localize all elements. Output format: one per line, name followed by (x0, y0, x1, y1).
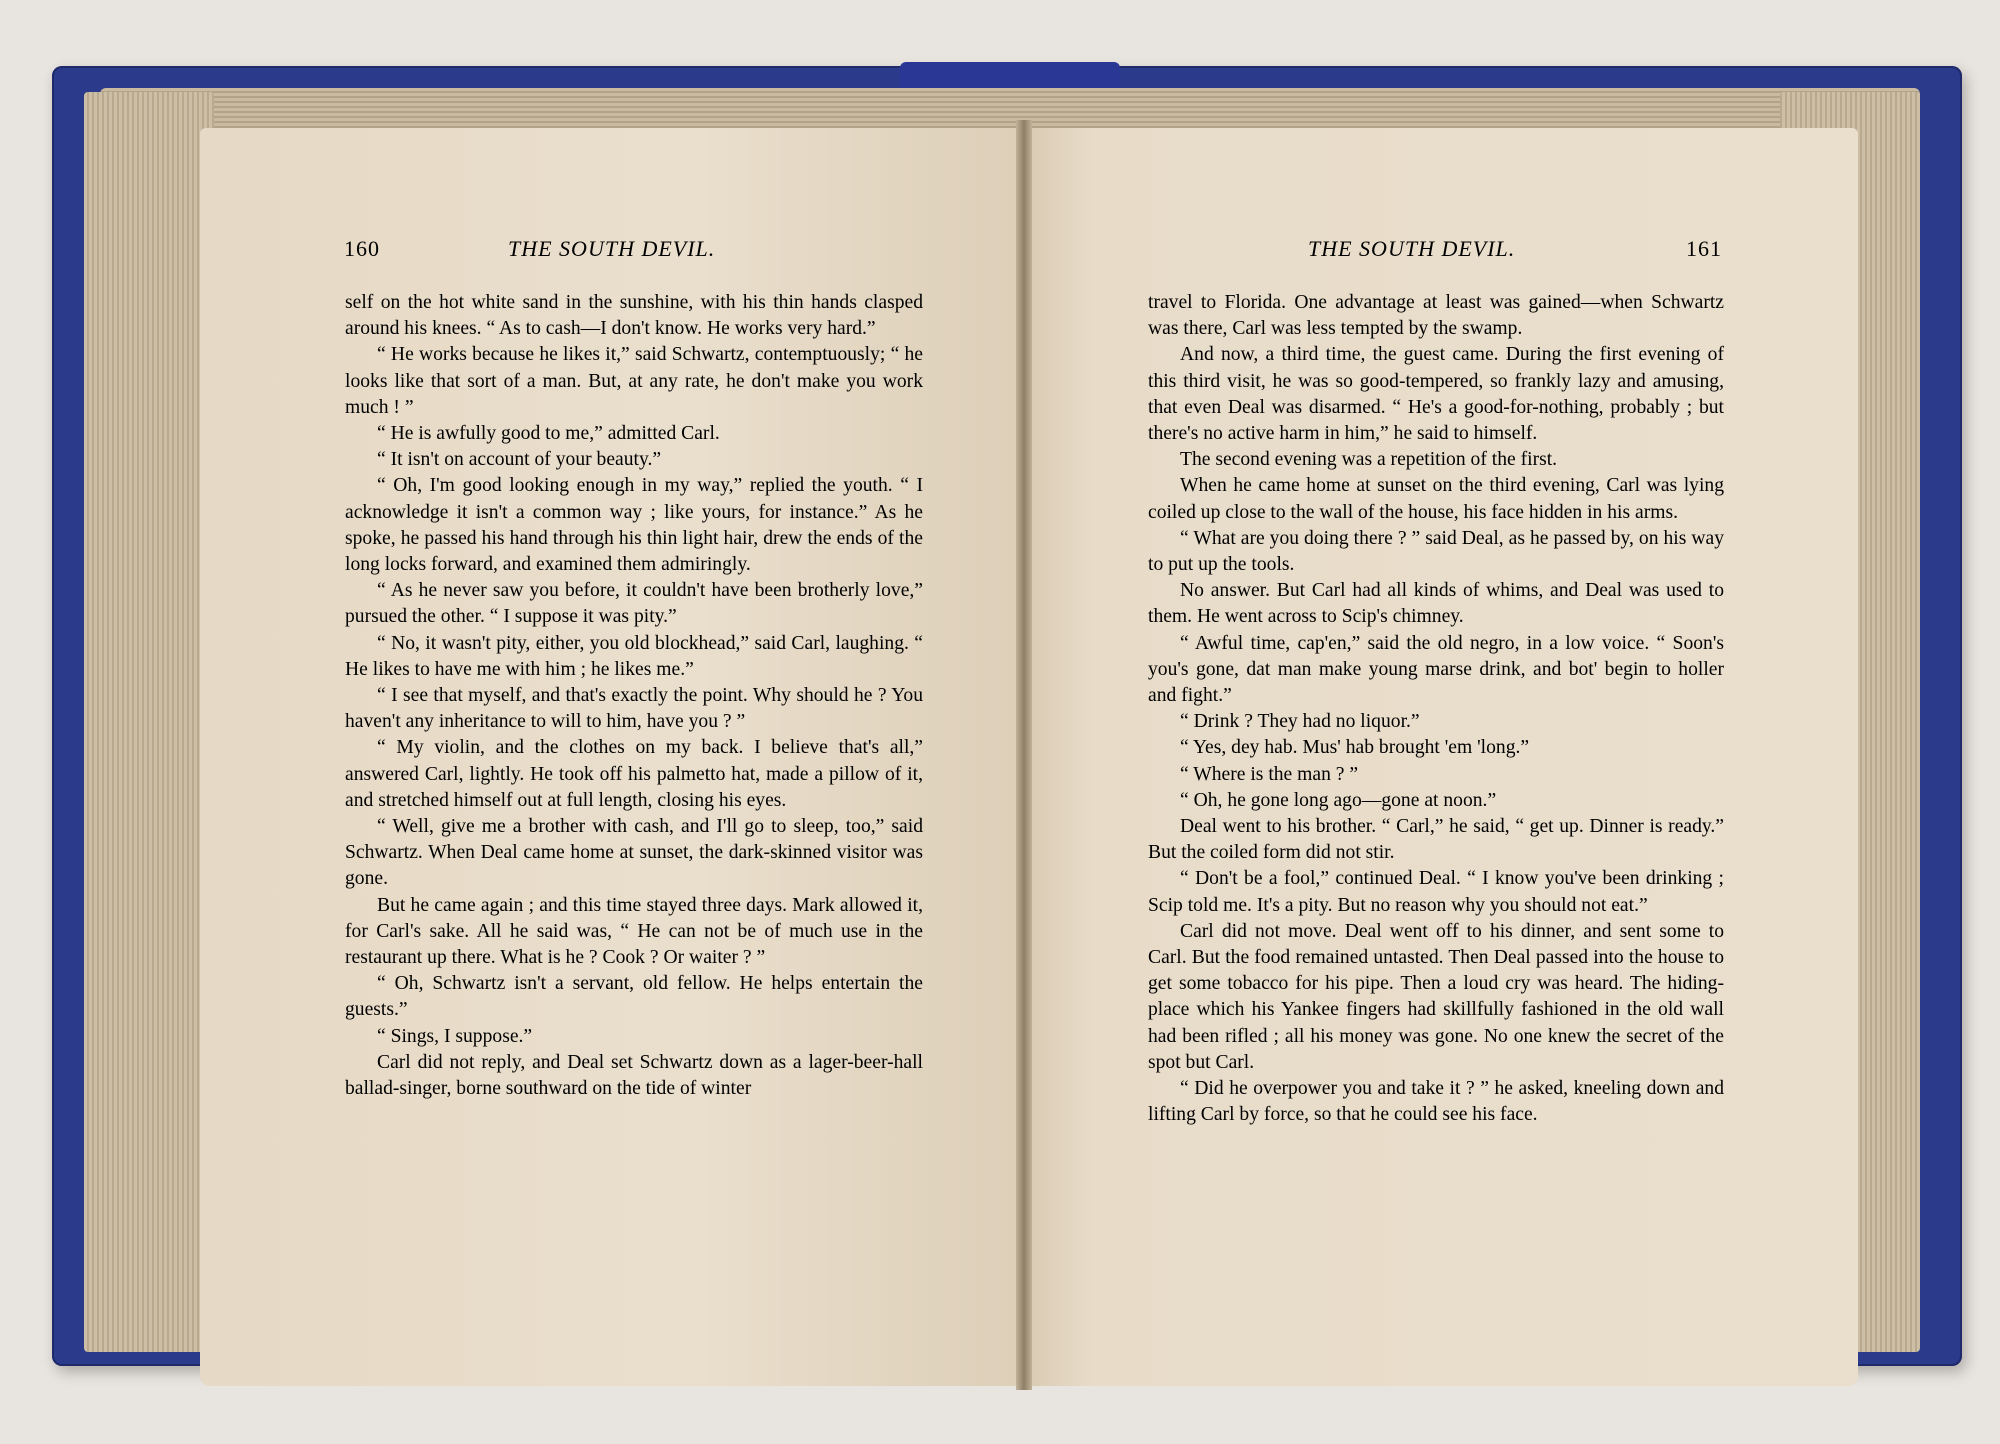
paragraph: When he came home at sunset on the third evening, Carl was lying coiled up close to the wall of the house, his face hidden in his arms. (1148, 475, 1724, 523)
paragraph: The second evening was a repetition of the first. (1180, 449, 1558, 471)
left-page-number: 160 (344, 236, 380, 261)
paragraph: “ Don't be a fool,” continued Deal. “ I know you've been drinking ; Scip told me. It's a pity. But no reason why you should not eat.” (1148, 868, 1724, 916)
page-edges-left (84, 92, 214, 1352)
paragraph: Deal went to his brother. “ Carl,” he said, “ get up. Dinner is ready.” But the coiled form did not stir. (1148, 816, 1724, 864)
paragraph: “ He works because he likes it,” said Schwartz, contemptuously; “ he looks like that sort of a man. But, at any rate, he don't make you work much ! ” (345, 344, 923, 418)
paragraph: self on the hot white sand in the sunshine, with his thin hands clasped around his knees. “ As to cash—I don't know. He works very hard.” (345, 292, 923, 340)
paragraph: “ No, it wasn't pity, either, you old blockhead,” said Carl, laughing. “ He likes to have me with him ; he likes me.” (345, 632, 923, 680)
paragraph: “ Yes, dey hab. Mus' hab brought 'em 'long.” (1180, 737, 1530, 759)
paragraph: “ Did he overpower you and take it ? ” he asked, kneeling down and lifting Carl by force, so that he could see his face. (1148, 1078, 1724, 1126)
paragraph: “ He is awfully good to me,” admitted Carl. (377, 423, 720, 445)
paragraph: “ Well, give me a brother with cash, and I'll go to sleep, too,” said Schwartz. When Deal came home at sunset, the dark-skinned visitor was gone. (345, 816, 923, 890)
paragraph: “ Awful time, cap'en,” said the old negro, in a low voice. “ Soon's you's gone, dat man make young marse drink, and bot' begin to holler and fight.” (1148, 632, 1724, 707)
left-page-text (345, 290, 923, 1102)
paragraph: “ It isn't on account of your beauty.” (377, 449, 662, 471)
right-page-number: 161 (1686, 236, 1722, 261)
paragraph: No answer. But Carl had all kinds of whims, and Deal was used to them. He went across to Scip's chimney. (1148, 580, 1724, 628)
paragraph: “ I see that myself, and that's exactly the point. Why should he ? You haven't any inheritance to will to him, have you ? ” (345, 685, 923, 733)
right-running-head: THE SOUTH DEVIL. (1308, 236, 1516, 261)
paragraph: “ As he never saw you before, it couldn't have been brotherly love,” pursued the other. “ I suppose it was pity.” (345, 580, 923, 628)
paragraph: “ Oh, Schwartz isn't a servant, old fellow. He helps entertain the guests.” (345, 973, 923, 1021)
right-page-text (1148, 290, 1724, 1129)
page-edges-top (100, 88, 1920, 130)
paragraph: “ Where is the man ? ” (1180, 763, 1359, 785)
paragraph: Carl did not reply, and Deal set Schwartz down as a lager-beer-hall ballad-singer, borne southward on the tide of winter (345, 1051, 923, 1100)
paragraph: Carl did not move. Deal went off to his dinner, and sent some to Carl. But the food remained untasted. Then Deal passed into the house to get some tobacco for his pipe. Then a loud cry was heard. The hiding-place which his Yankee fingers had skillfully fashioned in the old wall had been rifled ; all his money was gone. No one knew the secret of the spot but Carl. (1148, 920, 1724, 1073)
paragraph: “ Drink ? They had no liquor.” (1180, 711, 1420, 733)
paragraph: travel to Florida. One advantage at least was gained—when Schwartz was there, Carl was less tempted by the swamp. (1148, 292, 1724, 340)
paragraph: “ Oh, I'm good looking enough in my way,” replied the youth. “ I acknowledge it isn't a common way ; like yours, for instance.” As he spoke, he passed his hand through his thin light hair, drew the ends of the long locks forward, and examined them admiringly. (345, 475, 923, 576)
paragraph: “ What are you doing there ? ” said Deal, as he passed by, on his way to put up the tools. (1148, 527, 1724, 576)
paragraph: “ My violin, and the clothes on my back. I believe that's all,” answered Carl, lightly. He took off his palmetto hat, made a pillow of it, and stretched himself out at full length, closing his eyes. (345, 737, 923, 811)
book-gutter (1016, 120, 1032, 1390)
paragraph: And now, a third time, the guest came. During the first evening of this third visit, he was so good-tempered, so frankly lazy and amusing, that even Deal was disarmed. “ He's a good-for-nothing, probably ; but there's no active harm in him,” he said to himself. (1148, 344, 1724, 445)
paragraph: “ Oh, he gone long ago—gone at noon.” (1180, 789, 1497, 811)
paragraph: “ Sings, I suppose.” (377, 1025, 533, 1047)
left-running-head: THE SOUTH DEVIL. (508, 236, 716, 261)
paragraph: But he came again ; and this time stayed three days. Mark allowed it, for Carl's sake. All he said was, “ He can not be of much use in the restaurant up there. What is he ? Cook ? Or waiter ? ” (345, 894, 923, 969)
